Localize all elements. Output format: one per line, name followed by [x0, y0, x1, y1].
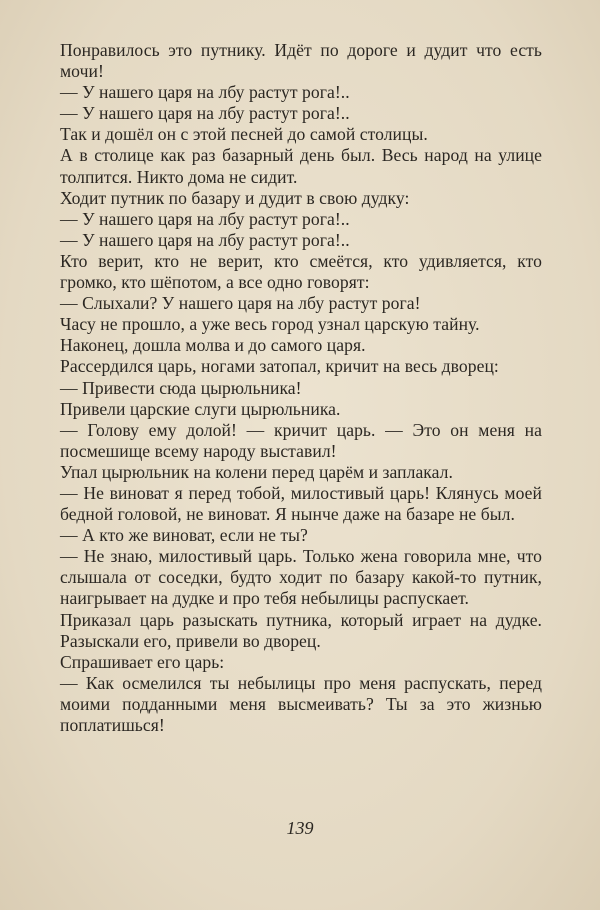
paragraph: — У нашего царя на лбу растут рога!.. — [60, 208, 350, 229]
paragraph: Часу не прошло, а уже весь город узнал царскую тайну. — [60, 314, 480, 335]
paragraph: Понравилось это путнику. Идёт по дороге и дудит что есть мочи! — [60, 40, 542, 82]
paragraph: — Привести сюда цырюльника! — [60, 377, 302, 398]
paragraph: Приказал царь разыскать путника, который играет на дудке. Разыскали его, привели во дворец. — [60, 609, 542, 651]
paragraph: — У нашего царя на лбу растут рога!.. — [60, 103, 350, 124]
paragraph: Рассердился царь, ногами затопал, кричит на весь дворец: — [60, 356, 499, 377]
paragraph: — Не виноват я перед тобой, милостивый царь! Клянусь моей бедной головой, не виноват. Я нынче даже на базаре не был. — [60, 482, 542, 525]
paragraph: — Слыхали? У нашего царя на лбу растут рога! — [60, 293, 421, 314]
paragraph: — Не знаю, милостивый царь. Только жена говорила мне, что слышала от соседки, будто ходит по базару какой-то путник, наигрывает на дудке и про тебя небылицы распускает. — [60, 546, 542, 609]
paragraph: Наконец, дошла молва и до самого царя. — [60, 335, 366, 356]
paragraph: Упал цырюльник на колени перед царём и заплакал. — [60, 461, 453, 482]
paragraph: — Как осмелился ты небылицы про меня распускать, перед моими подданными меня высмеивать? Ты за это жизнью поплатишься! — [60, 672, 542, 735]
paragraph: — Голову ему долой! — кричит царь. — Это он меня на посмешище всему народу выставил! — [60, 419, 542, 461]
paragraph: Привели царские слуги цырюльника. — [60, 398, 341, 419]
paragraph: — У нашего царя на лбу растут рога!.. — [60, 82, 350, 103]
paragraph: Ходит путник по базару и дудит в свою дудку: — [60, 187, 410, 208]
page-text — [60, 40, 542, 736]
paragraph: — У нашего царя на лбу растут рога!.. — [60, 229, 350, 250]
paragraph: — А кто же виноват, если не ты? — [60, 525, 308, 546]
page-number: 139 — [286, 818, 314, 838]
paragraph: А в столице как раз базарный день был. Весь народ на улице толпится. Никто дома не сидит. — [60, 145, 542, 187]
paragraph: Спрашивает его царь: — [60, 651, 225, 672]
paragraph: Так и дошёл он с этой песней до самой столицы. — [60, 124, 428, 145]
paragraph: Кто верит, кто не верит, кто смеётся, кто удивляется, кто громко, кто шёпотом, а все одно говорят: — [60, 250, 542, 293]
